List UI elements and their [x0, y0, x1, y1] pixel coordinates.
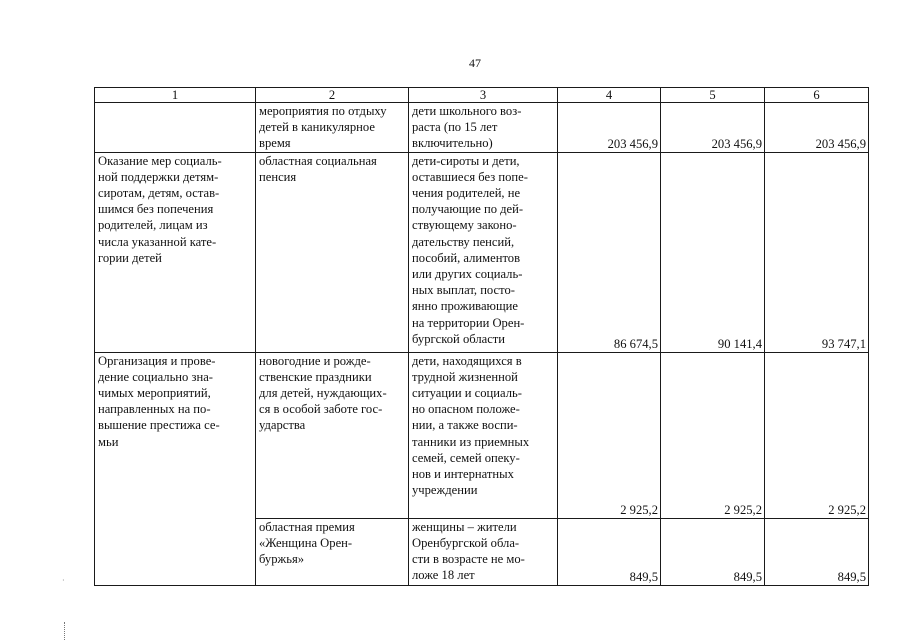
page-number: 47	[469, 56, 481, 70]
column-header-1: 1	[95, 88, 256, 103]
recipients-cell: дети школьного воз- раста (по 15 лет включительно)	[409, 103, 558, 153]
amount-cell-col5: 90 141,4	[661, 152, 765, 352]
recipients-cell: дети-сироты и дети, оставшиеся без попе- чения родителей, не получающие по дей- ствующему законо- дательству пенсий, пособий, алиментов или других социаль- ных выплат, посто- янно проживающие на территории Орен- бургской области	[409, 152, 558, 352]
amount-cell-col4: 86 674,5	[558, 152, 661, 352]
column-header-2: 2	[256, 88, 409, 103]
activity-cell: областная социальная пенсия	[256, 152, 409, 352]
amount-cell-col6: 849,5	[765, 518, 869, 585]
column-number-row	[95, 88, 869, 103]
column-header-6: 6	[765, 88, 869, 103]
activity-cell: новогодние и рожде- ственские праздники для детей, нуждающих- ся в особой заботе гос- ударства	[256, 352, 409, 518]
amount-cell-col5: 203 456,9	[661, 103, 765, 153]
program-table	[94, 87, 869, 586]
activity-cell: мероприятия по отдыху детей в каникулярное время	[256, 103, 409, 153]
amount-cell-col6: 93 747,1	[765, 152, 869, 352]
table-row	[95, 103, 869, 153]
amount-cell-col5: 849,5	[661, 518, 765, 585]
activity-cell: областная премия «Женщина Орен- буржья»	[256, 518, 409, 585]
recipients-cell: женщины – жители Оренбургской обла- сти в возрасте не мо- ложе 18 лет	[409, 518, 558, 585]
amount-cell-col5: 2 925,2	[661, 352, 765, 518]
table-row	[95, 152, 869, 352]
amount-cell-col4: 2 925,2	[558, 352, 661, 518]
scan-artifact	[64, 622, 67, 640]
measure-cell: Оказание мер социаль- ной поддержки детям- сиротам, детям, остав- шимся без попечения родителей, лицам из числа указанной кате- гории детей	[95, 152, 256, 352]
measure-cell	[95, 103, 256, 153]
amount-cell-col6: 2 925,2	[765, 352, 869, 518]
table-row	[95, 352, 869, 518]
column-header-3: 3	[409, 88, 558, 103]
recipients-cell: дети, находящихся в трудной жизненной ситуации и социаль- но опасном положе- нии, а также воспи- танники из приемных семей, семей опеку- нов и интернатных учреждении	[409, 352, 558, 518]
column-header-4: 4	[558, 88, 661, 103]
scan-artifact: ·	[62, 576, 65, 585]
amount-cell-col4: 203 456,9	[558, 103, 661, 153]
amount-cell-col4: 849,5	[558, 518, 661, 585]
column-header-5: 5	[661, 88, 765, 103]
amount-cell-col6: 203 456,9	[765, 103, 869, 153]
measure-cell: Организация и прове- дение социально зна- чимых мероприятий, направленных на по- вышение престижа се- мьи	[95, 352, 256, 585]
